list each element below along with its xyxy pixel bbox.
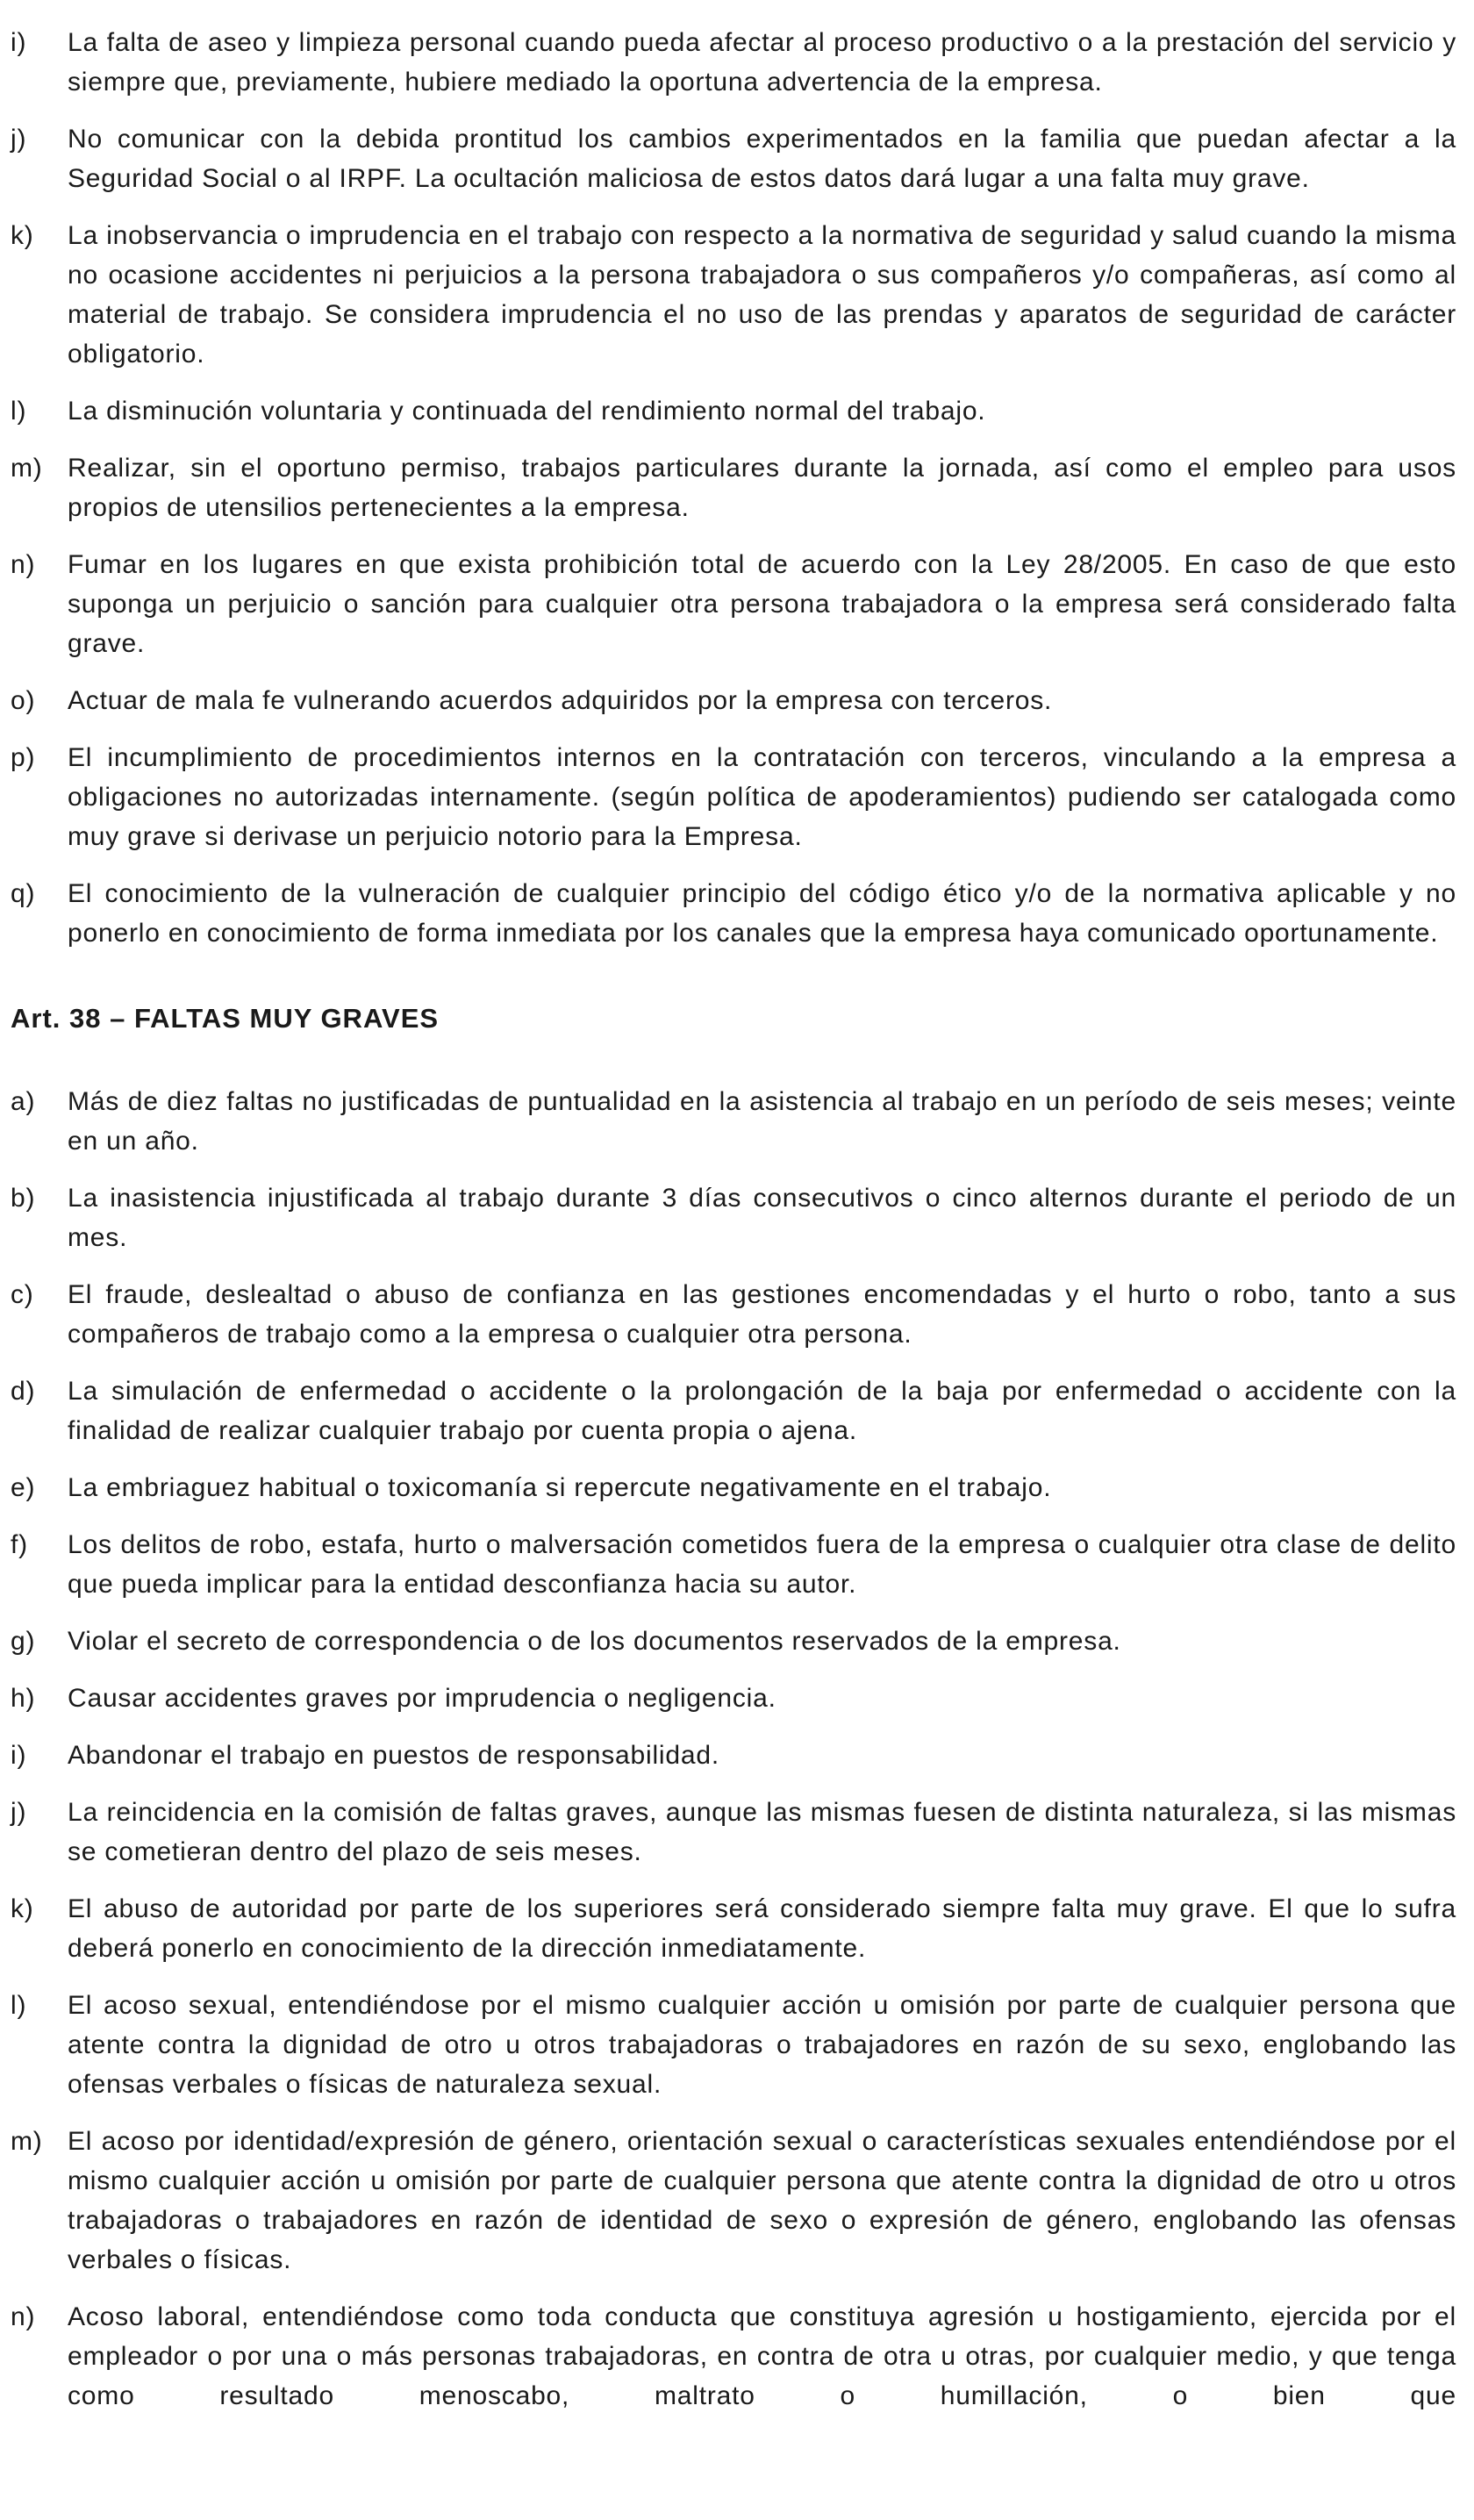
list-item [11,1082,1456,1161]
item-text: El acoso sexual, entendiéndose por el mismo cualquier acción u omisión por parte de cualquier persona que atente contra la dignidad de otro u otros trabajadoras o trabajadores en razón de su sexo, englobando las ofensas verbales o físicas de naturaleza sexual. [68,1991,1456,2099]
item-text: Realizar, sin el oportuno permiso, trabajos particulares durante la jornada, así como el empleo para usos propios de utensilios pertenecientes a la empresa. [68,454,1456,522]
item-marker: n) [11,550,36,579]
list-item [11,216,1456,374]
item-text: No comunicar con la debida prontitud los cambios experimentados en la familia que puedan afectar a la Seguridad Social o al IRPF. La ocultación maliciosa de estos datos dará lugar a una falta muy grave. [68,125,1456,193]
item-marker: k) [11,1894,34,1923]
item-marker: g) [11,1627,36,1656]
item-marker: b) [11,1184,36,1213]
article-38-heading: Art. 38 – FALTAS MUY GRAVES [11,1003,440,1034]
item-marker: k) [11,221,34,250]
item-marker: m) [11,2127,43,2156]
item-text: Violar el secreto de correspondencia o de los documentos reservados de la empresa. [68,1627,1121,1656]
item-text: Fumar en los lugares en que exista prohibición total de acuerdo con la Ley 28/2005. En caso de que esto suponga un perjuicio o sanción para cualquier otra persona trabajadora o la empresa será considerado falta grave. [68,550,1456,658]
list-item [11,23,1456,102]
item-text: La disminución voluntaria y continuada del rendimiento normal del trabajo. [68,397,986,426]
item-marker: j) [11,125,27,154]
item-text: La simulación de enfermedad o accidente o la prolongación de la baja por enfermedad o accidente con la finalidad de realizar cualquier trabajo por cuenta propia o ajena. [68,1377,1456,1445]
item-text: Los delitos de robo, estafa, hurto o malversación cometidos fuera de la empresa o cualquier otra clase de delito que pueda implicar para la entidad desconfianza hacia su autor. [68,1530,1456,1599]
list-item [11,2297,1456,2416]
list-item [11,1889,1456,1968]
item-marker: f) [11,1530,28,1559]
list-item [11,738,1456,856]
item-text: Actuar de mala fe vulnerando acuerdos adquiridos por la empresa con terceros. [68,686,1053,715]
item-marker: h) [11,1684,36,1713]
list-item [11,1986,1456,2104]
faltas-muy-graves-section [11,1082,1456,2416]
item-marker: q) [11,879,36,908]
item-marker: l) [11,1991,27,2020]
list-item [11,1679,1456,1718]
item-text: Causar accidentes graves por imprudencia o negligencia. [68,1684,776,1713]
item-marker: m) [11,454,43,483]
item-marker: j) [11,1798,27,1827]
item-marker: i) [11,28,27,57]
item-text: El abuso de autoridad por parte de los superiores será considerado siempre falta muy grave. El que lo sufra deberá ponerlo en conocimiento de la dirección inmediatamente. [68,1894,1456,1963]
item-marker: n) [11,2302,36,2331]
faltas-graves-section [11,23,1456,953]
faltas-graves-list [11,23,1456,953]
item-marker: p) [11,743,36,772]
item-text: El conocimiento de la vulneración de cualquier principio del código ético y/o de la normativa aplicable y no ponerlo en conocimiento de forma inmediata por los canales que la empresa haya comunicado oportunamente. [68,879,1456,948]
item-text: El incumplimiento de procedimientos internos en la contratación con terceros, vinculando a la empresa a obligaciones no autorizadas internamente. (según política de apoderamientos) pudiendo ser catalogada como muy grave si derivase un perjuicio notorio para la Empresa. [68,743,1456,851]
item-text: El acoso por identidad/expresión de género, orientación sexual o características sexuales entendiéndose por el mismo cualquier acción u omisión por parte de cualquier persona que atente contra la dignidad de otro u otros trabajadoras o trabajadores en razón de identidad de sexo o expresión de género, englobando las ofensas verbales o físicas. [68,2127,1456,2274]
list-item [11,681,1456,720]
list-item [11,1793,1456,1872]
list-item [11,1736,1456,1775]
item-text: Más de diez faltas no justificadas de puntualidad en la asistencia al trabajo en un período de seis meses; veinte en un año. [68,1087,1456,1156]
list-item [11,545,1456,663]
item-marker: c) [11,1280,34,1309]
list-item [11,1525,1456,1604]
item-marker: e) [11,1473,36,1502]
item-marker: l) [11,397,27,426]
item-marker: a) [11,1087,36,1116]
item-text: La inasistencia injustificada al trabajo durante 3 días consecutivos o cinco alternos durante el periodo de un mes. [68,1184,1456,1252]
list-item [11,1178,1456,1257]
list-item [11,448,1456,527]
item-text: Abandonar el trabajo en puestos de responsabilidad. [68,1741,719,1770]
item-text: La falta de aseo y limpieza personal cuando pueda afectar al proceso productivo o a la prestación del servicio y siempre que, previamente, hubiere mediado la oportuna advertencia de la empresa. [68,28,1456,97]
list-item [11,1622,1456,1661]
list-item [11,1371,1456,1450]
list-item [11,2122,1456,2280]
item-text: La reincidencia en la comisión de faltas graves, aunque las mismas fuesen de distinta naturaleza, si las mismas se cometieran dentro del plazo de seis meses. [68,1798,1456,1866]
item-marker: d) [11,1377,36,1406]
item-text: La embriaguez habitual o toxicomanía si repercute negativamente en el trabajo. [68,1473,1052,1502]
item-marker: i) [11,1741,27,1770]
list-item [11,391,1456,431]
list-item [11,1468,1456,1507]
item-text: Acoso laboral, entendiéndose como toda conducta que constituya agresión u hostigamiento, ejercida por el empleador o por una o más personas trabajadoras, en contra de otra u otras, por cualquier medio, y que tenga como resultado menoscabo, maltrato o humillación, o bien que [68,2302,1456,2410]
faltas-muy-graves-list [11,1082,1456,2416]
item-marker: o) [11,686,36,715]
item-text: La inobservancia o imprudencia en el trabajo con respecto a la normativa de seguridad y salud cuando la misma no ocasione accidentes ni perjuicios a la persona trabajadora o sus compañeros y/o compañeras, así como al material de trabajo. Se considera imprudencia el no uso de las prendas y aparatos de seguridad de carácter obligatorio. [68,221,1456,369]
list-item [11,874,1456,953]
list-item [11,119,1456,198]
list-item [11,1275,1456,1354]
item-text: El fraude, deslealtad o abuso de confianza en las gestiones encomendadas y el hurto o robo, tanto a sus compañeros de trabajo como a la empresa o cualquier otra persona. [68,1280,1456,1349]
